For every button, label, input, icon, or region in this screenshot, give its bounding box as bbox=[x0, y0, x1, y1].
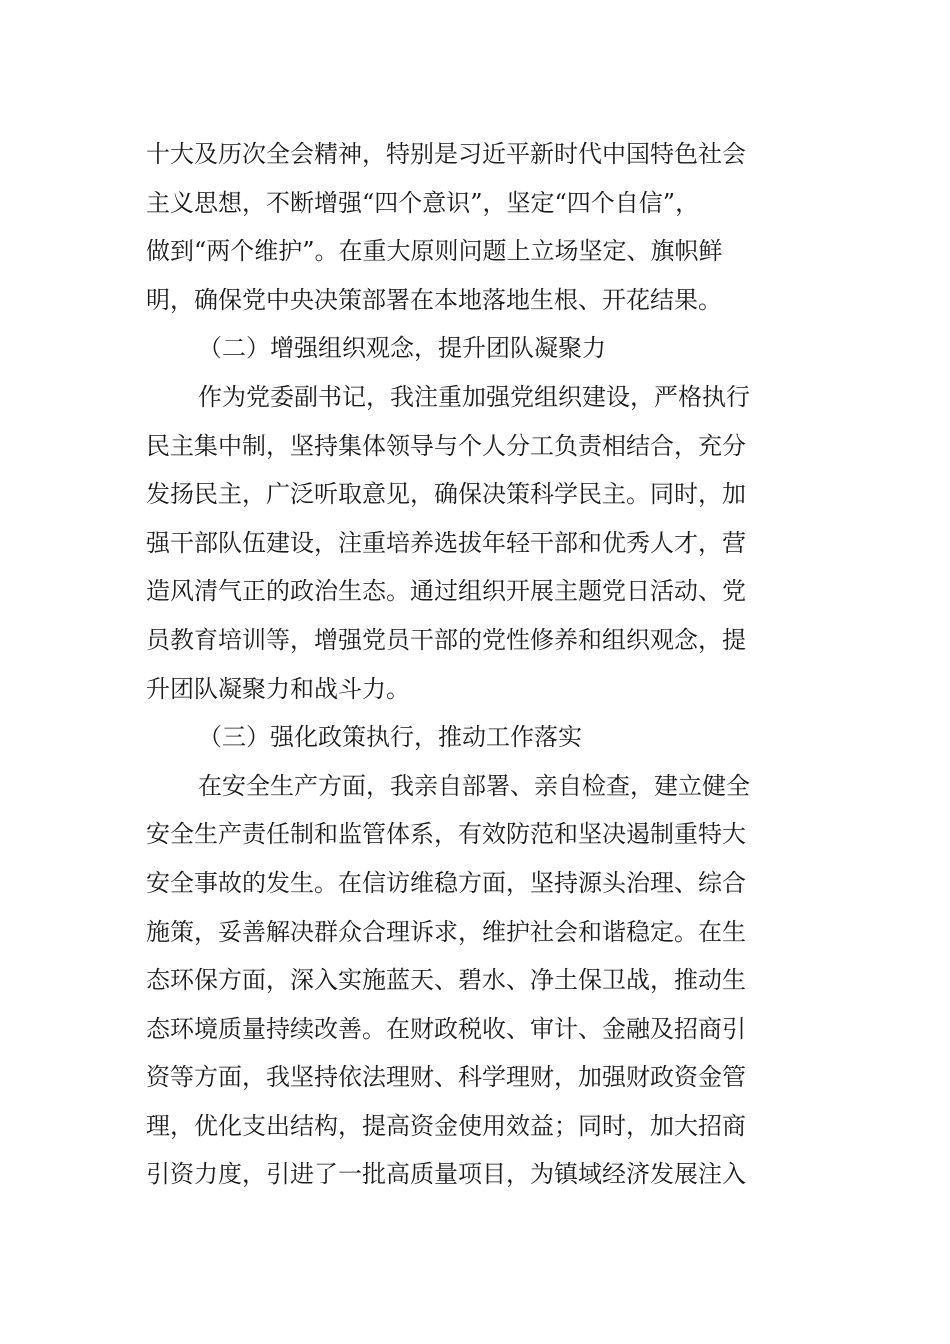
paragraph-line: 施策，妥善解决群众合理诉求，维护社会和谐稳定。在生 bbox=[146, 917, 746, 946]
paragraph-line: 造风清气正的政治生态。通过组织开展主题党日活动、党 bbox=[146, 577, 746, 606]
paragraph-line: 做到“两个维护”。在重大原则问题上立场坚定、旗帜鲜 bbox=[146, 237, 723, 266]
paragraph-line: 员教育培训等，增强党员干部的党性修养和组织观念，提 bbox=[146, 625, 746, 654]
paragraph-line: 强干部队伍建设，注重培养选拔年轻干部和优秀人才，营 bbox=[146, 528, 746, 557]
paragraph-line: 引资力度，引进了一批高质量项目，为镇域经济发展注入 bbox=[146, 1160, 746, 1189]
paragraph-line: 资等方面，我坚持依法理财、科学理财，加强财政资金管 bbox=[146, 1063, 746, 1092]
paragraph-line: 主义思想，不断增强“四个意识”，坚定“四个自信”， bbox=[146, 188, 700, 217]
paragraph-line: 安全生产责任制和监管体系，有效防范和坚决遏制重特大 bbox=[146, 820, 746, 849]
paragraph-line: 明，确保党中央决策部署在本地落地生根、开花结果。 bbox=[146, 285, 722, 314]
paragraph-line: 民主集中制，坚持集体领导与个人分工负责相结合，充分 bbox=[146, 431, 746, 460]
paragraph-line: 十大及历次全会精神，特别是习近平新时代中国特色社会 bbox=[146, 140, 746, 168]
paragraph-line: 作为党委副书记，我注重加强党组织建设，严格执行 bbox=[198, 382, 750, 411]
paragraph-line: 态环境质量持续改善。在财政税收、审计、金融及招商引 bbox=[146, 1014, 746, 1043]
paragraph-line: 态环保方面，深入实施蓝天、碧水、净土保卫战，推动生 bbox=[146, 966, 746, 995]
section-heading: （三）强化政策执行，推动工作落实 bbox=[198, 723, 582, 752]
document-page bbox=[146, 130, 806, 1199]
paragraph-line: 升团队凝聚力和战斗力。 bbox=[146, 674, 410, 703]
document-body bbox=[146, 130, 806, 1199]
paragraph-line: 发扬民主，广泛听取意见，确保决策科学民主。同时，加 bbox=[146, 480, 746, 509]
section-heading: （二）增强组织观念，提升团队凝聚力 bbox=[198, 334, 606, 363]
paragraph-line: 在安全生产方面，我亲自部署、亲自检查，建立健全 bbox=[198, 771, 750, 800]
paragraph-line: 安全事故的发生。在信访维稳方面，坚持源头治理、综合 bbox=[146, 868, 746, 897]
paragraph-line: 理，优化支出结构，提高资金使用效益；同时，加大招商 bbox=[146, 1111, 746, 1140]
